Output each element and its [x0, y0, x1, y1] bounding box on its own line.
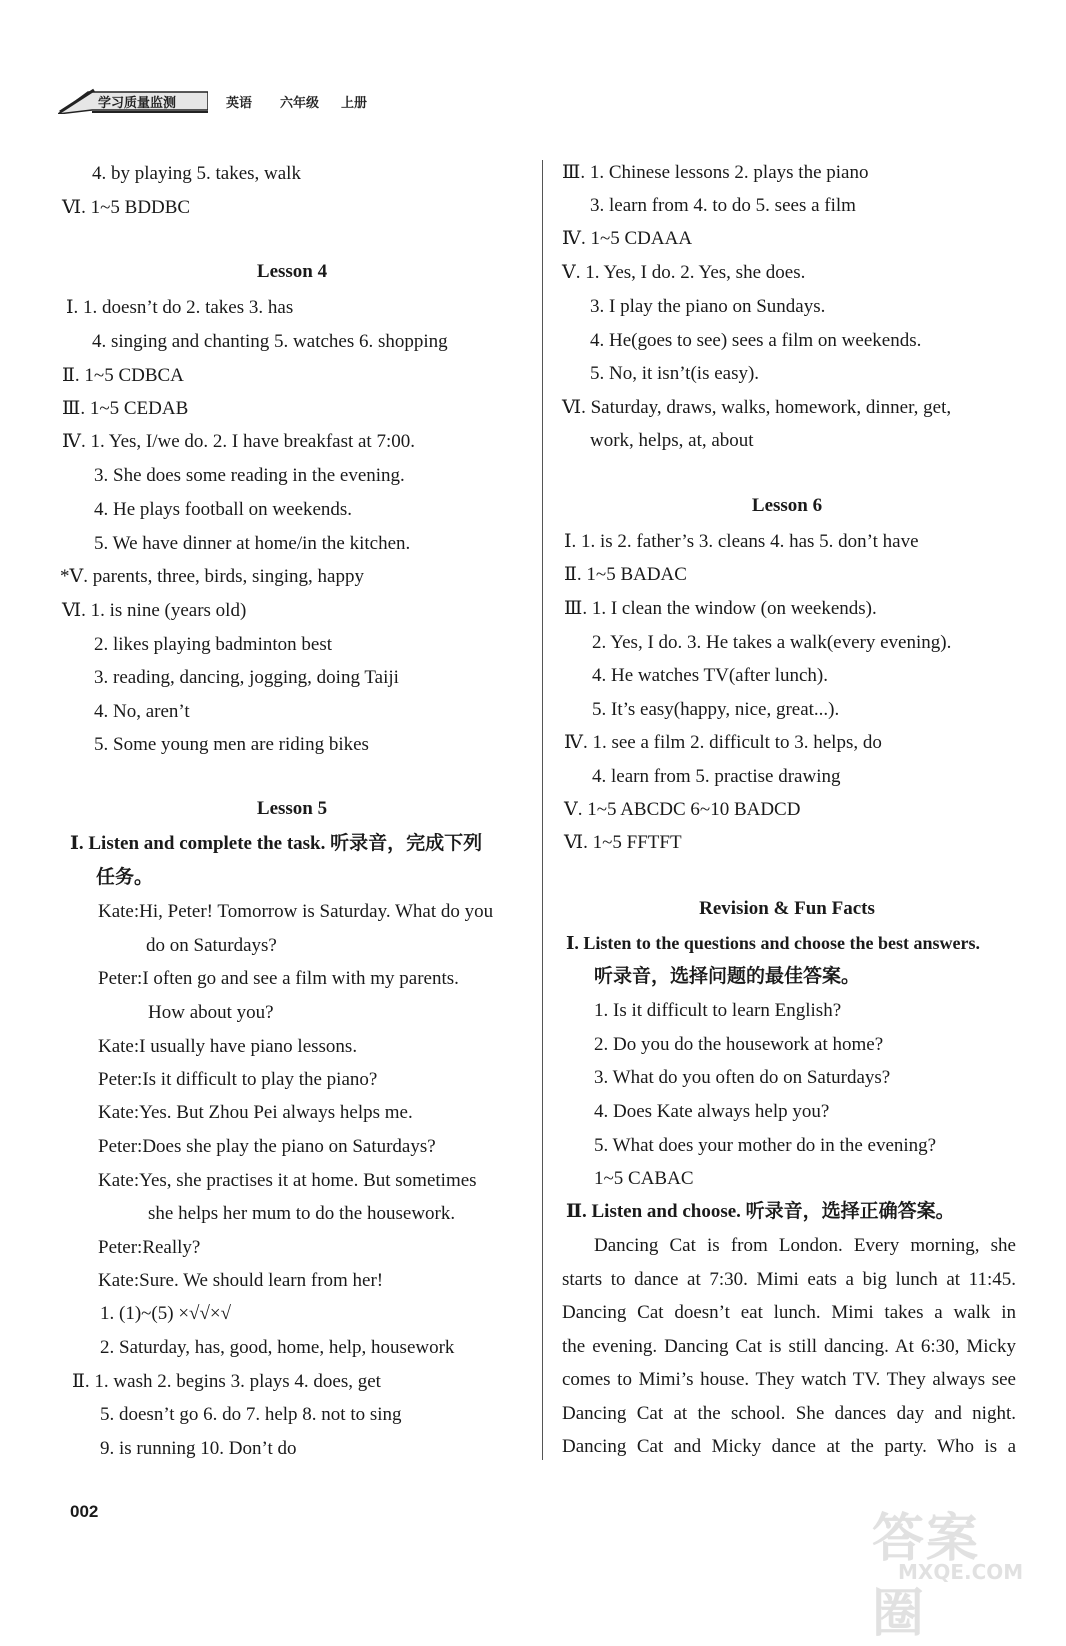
text-line: 3. reading, dancing, jogging, doing Taiji	[94, 667, 399, 688]
text-line: Ⅲ. 1. I clean the window (on weekends).	[564, 598, 877, 619]
text-line: 1. Is it difficult to learn English?	[594, 1000, 842, 1021]
text-line: Kate:Yes. But Zhou Pei always helps me.	[98, 1102, 413, 1123]
text-line: 2. Saturday, has, good, home, help, housework	[100, 1337, 455, 1358]
watermark-logo	[872, 1496, 1032, 1644]
text-line: 3. I play the piano on Sundays.	[590, 296, 826, 317]
text-line: 3. learn from 4. to do 5. sees a film	[590, 195, 856, 216]
text-line: Peter:Does she play the piano on Saturdays?	[98, 1136, 436, 1157]
text-line: 5. Some young men are riding bikes	[94, 734, 369, 755]
text-line: 4. by playing 5. takes, walk	[92, 163, 301, 184]
text-line: 5. We have dinner at home/in the kitchen.	[94, 533, 411, 554]
text-line: Ⅰ. 1. is 2. father’s 3. cleans 4. has 5. don’t have	[564, 531, 919, 552]
text-line: 1~5 CABAC	[594, 1168, 694, 1189]
text-line: 4. singing and chanting 5. watches 6. shopping	[92, 331, 448, 352]
text-line: work, helps, at, about	[590, 430, 754, 451]
text-line: 9. is running 10. Don’t do	[100, 1438, 297, 1459]
text-line: Ⅰ. Listen and complete the task. 听录音，完成下列	[70, 833, 483, 854]
text-line: Ⅳ. 1~5 CDAAA	[562, 228, 693, 249]
watermark-text: 答案圈	[872, 1509, 981, 1644]
text-line: Ⅵ. 1~5 FFTFT	[564, 832, 682, 853]
text-line: Ⅰ. 1. doesn’t do 2. takes 3. has	[66, 297, 294, 318]
text-line: Ⅱ. 1~5 BADAC	[564, 564, 687, 585]
text-line: Dancing Cat at the school. She dances day and night.	[562, 1403, 1016, 1424]
text-line: 听录音，选择问题的最佳答案。	[594, 966, 861, 987]
text-line: Kate:Sure. We should learn from her!	[98, 1270, 384, 1291]
text-line: 5. doesn’t go 6. do 7. help 8. not to sing	[100, 1404, 402, 1425]
text-line: Ⅱ. 1~5 CDBCA	[62, 365, 184, 386]
text-line: Ⅲ. 1~5 CEDAB	[62, 398, 189, 419]
text-line: 4. He watches TV(after lunch).	[592, 665, 828, 686]
watermark-url: MXQE.COM	[898, 1560, 1024, 1584]
text-line: 3. She does some reading in the evening.	[94, 465, 405, 486]
page-header	[58, 84, 388, 118]
text-line: she helps her mum to do the housework.	[148, 1203, 456, 1224]
text-line: Dancing Cat and Micky dance at the party. Who is a	[562, 1436, 1016, 1457]
text-line: 4. Does Kate always help you?	[594, 1101, 830, 1122]
text-line: Kate:Yes, she practises it at home. But sometimes	[98, 1170, 477, 1191]
text-line: 1. (1)~(5) ×√√×√	[100, 1303, 232, 1324]
brand-title: 学习质量监测	[98, 96, 177, 111]
lesson-4-title: Lesson 4	[256, 261, 328, 282]
text-line: the evening. Dancing Cat is still dancing. At 6:30, Micky	[562, 1336, 1016, 1357]
text-line: Ⅳ. 1. Yes, I/we do. 2. I have breakfast at 7:00.	[62, 431, 415, 452]
text-line: 5. No, it isn’t(is easy).	[590, 363, 760, 384]
text-line: 4. learn from 5. practise drawing	[592, 766, 841, 787]
text-line: 2. Do you do the housework at home?	[594, 1034, 884, 1055]
subject-label: 英语	[226, 96, 253, 111]
text-line: Ⅵ. 1~5 BDDBC	[62, 197, 191, 218]
text-line: Ⅱ. Listen and choose. 听录音，选择正确答案。	[566, 1201, 955, 1222]
text-line: 4. No, aren’t	[94, 701, 190, 722]
text-line: Ⅵ. 1. is nine (years old)	[62, 600, 247, 621]
text-line: *Ⅴ. parents, three, birds, singing, happy	[60, 566, 364, 587]
text-line: 5. It’s easy(happy, nice, great...).	[592, 699, 840, 720]
text-line: Ⅵ. Saturday, draws, walks, homework, dinner, get,	[562, 397, 952, 418]
text-line: 4. He(goes to see) sees a film on weekends.	[590, 330, 922, 351]
text-line: Ⅴ. 1~5 ABCDC 6~10 BADCD	[564, 799, 801, 820]
text-line: starts to dance at 7:30. Mimi eats a big lunch at 11:45.	[562, 1269, 1016, 1290]
grade-label: 六年级	[280, 96, 320, 111]
text-line: 任务。	[96, 867, 154, 888]
text-line: 2. Yes, I do. 3. He takes a walk(every evening).	[592, 632, 952, 653]
text-line: Ⅰ. Listen to the questions and choose the best answers.	[566, 933, 980, 953]
brand-banner	[58, 88, 208, 112]
text-line: Ⅴ. 1. Yes, I do. 2. Yes, she does.	[562, 262, 806, 283]
text-line: comes to Mimi’s house. They watch TV. They always see	[562, 1369, 1016, 1390]
revision-title: Revision & Fun Facts	[699, 898, 875, 919]
text-line: Ⅳ. 1. see a film 2. difficult to 3. helps, do	[564, 732, 882, 753]
column-divider	[542, 160, 543, 1460]
text-line: Kate:I usually have piano lessons.	[98, 1036, 358, 1057]
volume-label: 上册	[341, 96, 368, 111]
text-line: How about you?	[148, 1002, 274, 1023]
text-line: Dancing Cat doesn’t eat lunch. Mimi takes a walk in	[562, 1302, 1016, 1323]
page-number: 002	[70, 1502, 99, 1521]
text-line: Peter:Is it difficult to play the piano?	[98, 1069, 378, 1090]
text-line: Kate:Hi, Peter! Tomorrow is Saturday. What do you	[98, 901, 494, 922]
lesson-6-title: Lesson 6	[751, 495, 823, 516]
text-line: Ⅲ. 1. Chinese lessons 2. plays the piano	[562, 162, 869, 183]
text-line: Peter:Really?	[98, 1237, 201, 1258]
text-line: Peter:I often go and see a film with my parents.	[98, 968, 459, 989]
text-line: 3. What do you often do on Saturdays?	[594, 1067, 891, 1088]
text-line: 2. likes playing badminton best	[94, 634, 333, 655]
text-line: 5. What does your mother do in the evening?	[594, 1135, 937, 1156]
lesson-5-title: Lesson 5	[256, 798, 328, 819]
text-line: do on Saturdays?	[146, 935, 277, 956]
text-line: Ⅱ. 1. wash 2. begins 3. plays 4. does, get	[72, 1371, 381, 1392]
text-line: Dancing Cat is from London. Every morning, she	[594, 1235, 1016, 1256]
text-line: 4. He plays football on weekends.	[94, 499, 353, 520]
